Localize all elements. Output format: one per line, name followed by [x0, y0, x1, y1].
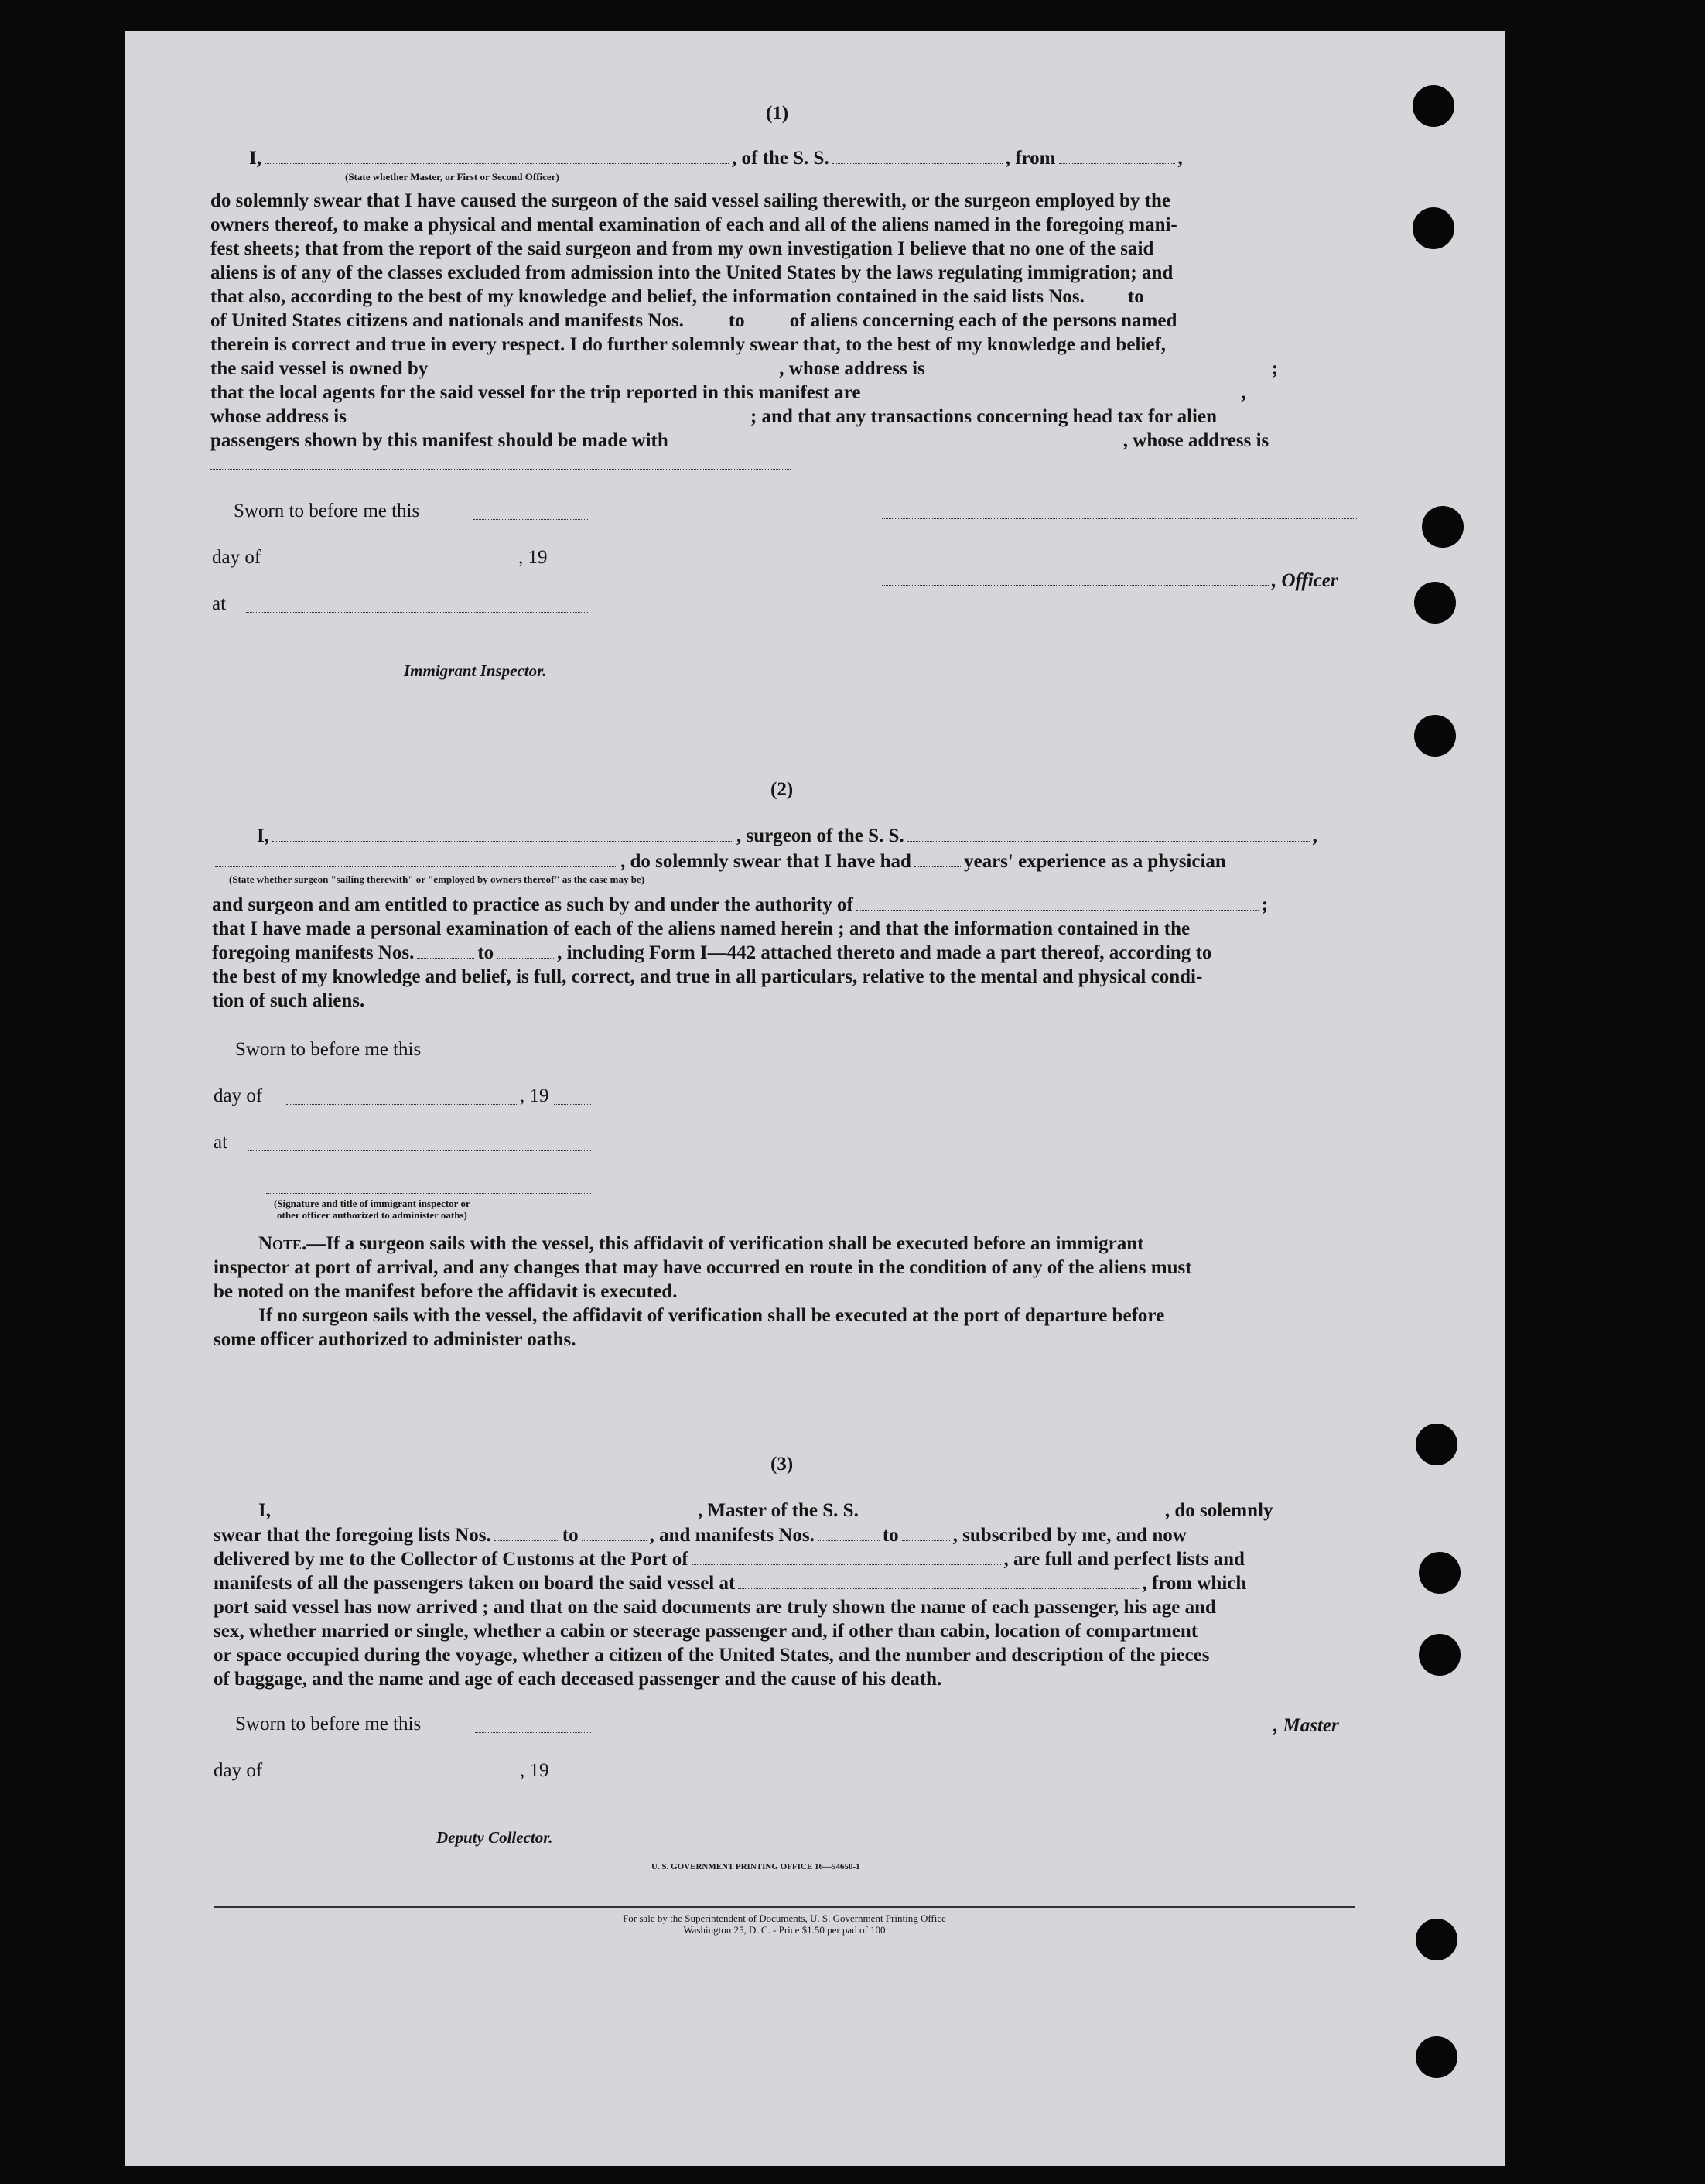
head-tax-contact-field[interactable] [671, 430, 1120, 446]
section2-line1: I, , surgeon of the S. S. , [257, 825, 1317, 846]
section2-line6: the best of my knowledge and belief, is full, correct, and true in all particulars, relative to the mental and physical condi- [212, 966, 1203, 987]
sworn-month-field[interactable] [286, 1104, 518, 1105]
sworn-place-field[interactable] [246, 612, 589, 613]
master-lists-to-field[interactable] [582, 1525, 647, 1541]
officer-signature-line[interactable] [882, 518, 1358, 519]
section1-body-8: the said vessel is owned by , whose address is ; [210, 358, 1279, 379]
section1-body-5: that also, according to the best of my knowledge and belief, the information contained in the said lists Nos. to [210, 285, 1187, 309]
section2-line4: that I have made a personal examination of each of the aliens named herein ; and that the information contained in the [212, 918, 1191, 939]
surgeon-name-field[interactable] [272, 825, 733, 842]
section1-line1: I, , of the S. S. , from , [249, 148, 1183, 169]
section1-body-3: fest sheets; that from the report of the said surgeon and from my own investigation I believe that no one of the said [210, 238, 1154, 259]
printing-office-imprint: U. S. GOVERNMENT PRINTING OFFICE 16—54650-1 [651, 1862, 860, 1871]
punch-hole [1422, 506, 1464, 548]
port-of-arrival-field[interactable] [692, 1549, 1001, 1565]
punch-hole [1416, 1424, 1457, 1465]
note-line-2: inspector at port of arrival, and any changes that may have occurred en route in the condition of any of the aliens must [214, 1257, 1192, 1278]
form-page [125, 31, 1505, 2166]
section2-line3: and surgeon and am entitled to practice as such by and under the authority of ; [212, 894, 1269, 915]
section1-body-6: of United States citizens and nationals and manifests Nos. to of aliens concerning each of the persons named [210, 310, 1177, 331]
section-number: (3) [770, 1454, 794, 1475]
punch-hole [1413, 85, 1454, 127]
manifests-to-field[interactable] [748, 310, 787, 326]
section3-line1: I, , Master of the S. S. , do solemnly [258, 1500, 1273, 1521]
years-experience-field[interactable] [914, 851, 961, 867]
inspector-label: Immigrant Inspector. [404, 661, 547, 680]
surgeon-manifests-from-field[interactable] [417, 942, 474, 959]
master-vessel-field[interactable] [862, 1500, 1162, 1516]
section1-body-11: passengers shown by this manifest should be made with , whose address is [210, 430, 1269, 451]
punch-hole [1416, 2036, 1457, 2078]
officer-title-line[interactable] [882, 585, 1269, 586]
section3-line3: delivered by me to the Collector of Customs at the Port of , are full and perfect lists and [214, 1549, 1245, 1570]
officer-label: , Officer [1272, 570, 1338, 591]
section3-line8: of baggage, and the name and age of each deceased passenger and the cause of his death. [214, 1669, 942, 1690]
sworn-day-field[interactable] [473, 519, 589, 520]
note-line-1: Note.—If a surgeon sails with the vessel, this affidavit of verification shall be executed before an immigrant [258, 1233, 1144, 1254]
section3-line4: manifests of all the passengers taken on board the said vessel at , from which [214, 1573, 1247, 1594]
section2-line5: foregoing manifests Nos. to , including Form I—442 attached thereto and made a part thereof, according to [212, 942, 1212, 963]
section1-body-9: that the local agents for the said vessel for the trip reported in this manifest are , [210, 382, 1246, 403]
master-manifests-from-field[interactable] [818, 1525, 880, 1541]
section3-line7: or space occupied during the voyage, whether a citizen of the United States, and the number and description of the pieces [214, 1645, 1210, 1666]
signature-hint: (Signature and title of immigrant inspector or [274, 1198, 470, 1209]
section1-body-7: therein is correct and true in every respect. I do further solemnly swear that, to the best of my knowledge and belief, [210, 334, 1167, 355]
surgeon-status-field[interactable] [215, 851, 617, 867]
sworn-year-field[interactable] [554, 1104, 591, 1105]
officer-hint: (State whether Master, or First or Second Officer) [345, 171, 559, 183]
local-agents-field[interactable] [863, 382, 1238, 398]
section2-line2: , do solemnly swear that I have had years' experience as a physician [212, 849, 1226, 873]
signature-hint: other officer authorized to administer oaths) [277, 1209, 467, 1221]
master-label: , Master [1273, 1715, 1339, 1736]
address-continuation-field[interactable] [210, 469, 791, 470]
punch-hole [1416, 1919, 1457, 1960]
master-manifests-to-field[interactable] [902, 1525, 950, 1541]
punch-hole [1414, 582, 1456, 624]
agents-address-field[interactable] [350, 406, 747, 422]
collector-label: Deputy Collector. [436, 1828, 553, 1847]
sale-notice-line-2: Washington 25, D. C. - Price $1.50 per pad of 100 [683, 1924, 886, 1936]
year-label: , 19 [520, 1085, 549, 1106]
punch-hole [1419, 1634, 1461, 1676]
embarkation-port-field[interactable] [738, 1573, 1139, 1589]
note-line-5: some officer authorized to administer oaths. [214, 1329, 576, 1350]
section3-line2: swear that the foregoing lists Nos. to , and manifests Nos. to , subscribed by me, and now [214, 1525, 1187, 1546]
section3-line5: port said vessel has now arrived ; and that on the said documents are truly shown the name of each passenger, his age and [214, 1597, 1216, 1618]
authority-field[interactable] [856, 894, 1259, 911]
punch-hole [1419, 1552, 1461, 1594]
section1-body-10: whose address is ; and that any transactions concerning head tax for alien [210, 406, 1217, 427]
manifests-from-field[interactable] [687, 310, 726, 326]
lists-from-field[interactable] [1088, 286, 1125, 302]
year-label: , 19 [518, 547, 548, 568]
sworn-day-field[interactable] [475, 1732, 591, 1733]
surgeon-vessel-field[interactable] [907, 825, 1310, 842]
section-number: (2) [770, 779, 794, 800]
sworn-label: Sworn to before me this [234, 501, 420, 521]
year-label: , 19 [520, 1760, 549, 1781]
day-of-label: day of [214, 1085, 263, 1106]
sworn-label: Sworn to before me this [235, 1039, 422, 1060]
footer-divider [214, 1906, 1355, 1908]
sale-notice-line-1: For sale by the Superintendent of Documents, U. S. Government Printing Office [623, 1912, 946, 1924]
section2-line7: tion of such aliens. [212, 990, 365, 1011]
surgeon-hint: (State whether surgeon "sailing therewith" or "employed by owners thereof" as the case may be) [229, 873, 645, 885]
officer-name-field[interactable] [265, 148, 729, 164]
day-of-label: day of [212, 547, 261, 568]
owner-field[interactable] [431, 358, 776, 374]
owner-address-field[interactable] [928, 358, 1269, 374]
punch-hole [1414, 715, 1456, 757]
witness-signature-line[interactable] [266, 1193, 591, 1194]
sworn-place-field[interactable] [248, 1150, 591, 1151]
at-label: at [212, 593, 227, 614]
surgeon-manifests-to-field[interactable] [497, 942, 554, 959]
note-line-4: If no surgeon sails with the vessel, the affidavit of verification shall be executed at the port of departure before [258, 1305, 1165, 1326]
departure-port-field[interactable] [1059, 148, 1175, 164]
section1-body-1: do solemnly swear that I have caused the surgeon of the said vessel sailing therewith, or the surgeon employed by the [210, 190, 1170, 211]
day-of-label: day of [214, 1760, 263, 1781]
vessel-name-field[interactable] [832, 148, 1003, 164]
section3-line6: sex, whether married or single, whether a cabin or steerage passenger and, if other than cabin, location of compartment [214, 1621, 1198, 1642]
punch-hole [1413, 207, 1454, 249]
section1-body-4: aliens is of any of the classes excluded from admission into the United States by the laws regulating immigration; and [210, 262, 1174, 283]
master-name-field[interactable] [274, 1500, 695, 1516]
note-line-3: be noted on the manifest before the affidavit is executed. [214, 1281, 678, 1302]
section-number: (1) [766, 103, 789, 124]
lists-to-field[interactable] [1147, 286, 1184, 302]
master-lists-from-field[interactable] [494, 1525, 559, 1541]
sworn-label: Sworn to before me this [235, 1714, 422, 1735]
section1-body-2: owners thereof, to make a physical and mental examination of each and all of the aliens named in the foregoing mani- [210, 214, 1177, 235]
at-label: at [214, 1132, 228, 1153]
